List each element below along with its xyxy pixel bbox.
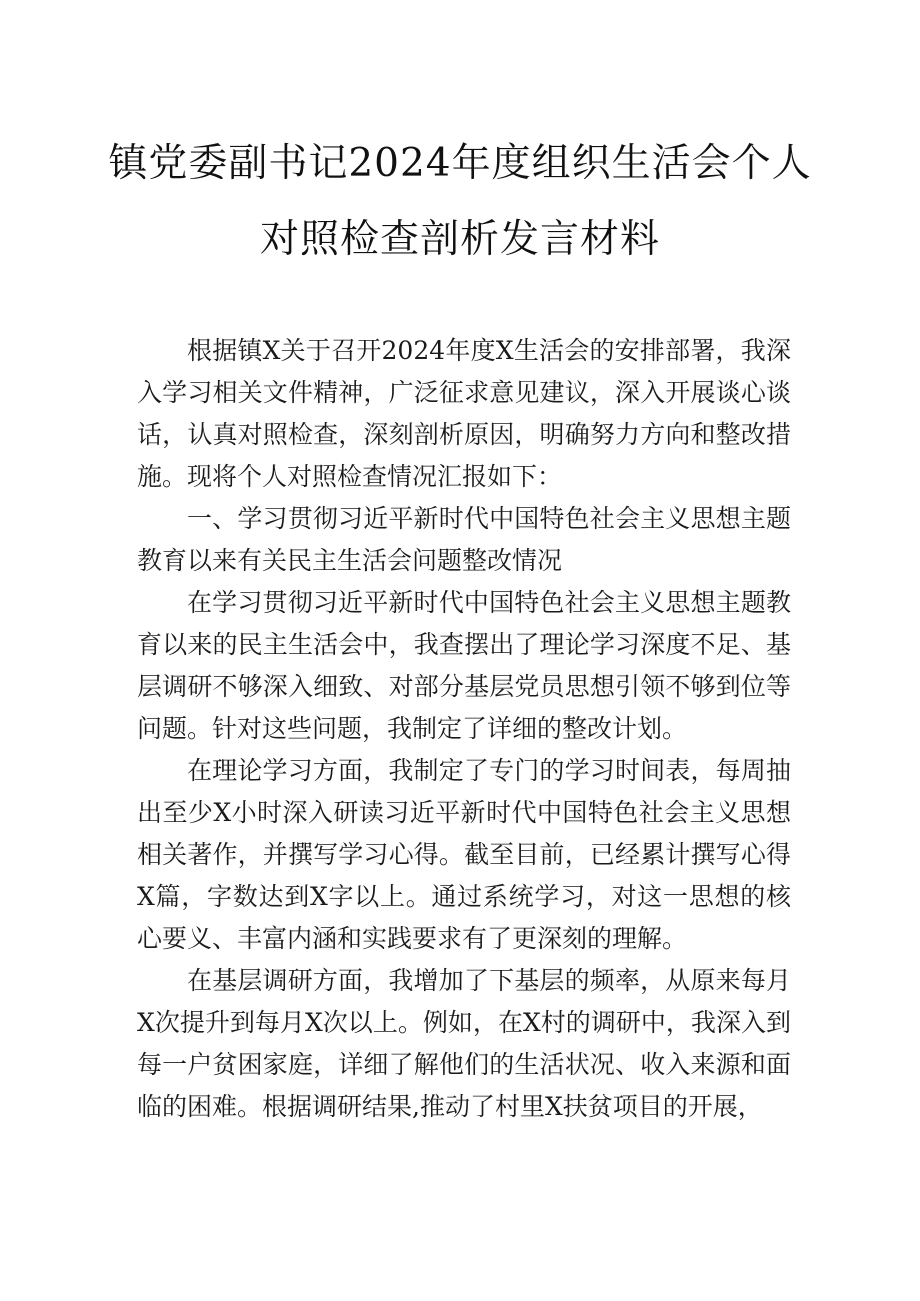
document-title-line-1: 镇党委副书记2024年度组织生活会个人	[108, 141, 812, 186]
paragraph-rectification-overview: 在学习贯彻习近平新时代中国特色社会主义思想主题教育以来的民主生活会中，我查摆出了理论学习深度不足、基层调研不够深入细致、对部分基层党员思想引领不够到位等问题。针对这些问题，我制定了详细的整改计划。	[137, 588, 791, 743]
paragraph-theory-study: 在理论学习方面，我制定了专门的学习时间表，每周抽出至少X小时深入研读习近平新时代中国特色社会主义思想相关著作，并撰写学习心得。截至目前，已经累计撰写心得X篇，字数达到X字以上。通过系统学习，对这一思想的核心要义、丰富内涵和实践要求有了更深刻的理解。	[137, 756, 791, 953]
document-body	[137, 330, 791, 1128]
paragraph-grassroots-research: 在基层调研方面，我增加了下基层的频率，从原来每月X次提升到每月X次以上。例如，在X村的调研中，我深入到每一户贫困家庭，详细了解他们的生活状况、收入来源和面临的困难。根据调研结果,推动了村里X扶贫项目的开展，	[137, 966, 791, 1121]
section-heading-1: 一、学习贯彻习近平新时代中国特色社会主义思想主题教育以来有关民主生活会问题整改情况	[137, 504, 791, 575]
paragraph-intro: 根据镇X关于召开2024年度X生活会的安排部署，我深入学习相关文件精神，广泛征求意见建议，深入开展谈心谈话，认真对照检查，深刻剖析原因，明确努力方向和整改措施。现将个人对照检查情况汇报如下：	[137, 336, 791, 491]
document-title-line-2: 对照检查剖析发言材料	[259, 217, 660, 262]
